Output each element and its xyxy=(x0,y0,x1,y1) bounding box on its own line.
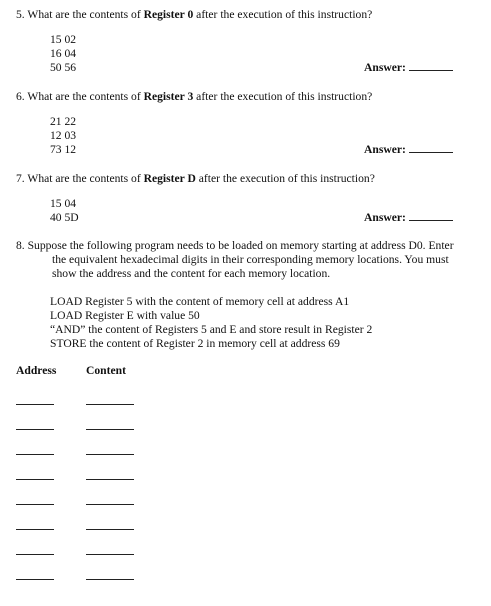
question-8-line3: show the address and the content for each memory location. xyxy=(52,267,331,280)
address-blank[interactable] xyxy=(16,529,54,530)
code-line: 15 04 xyxy=(50,197,77,210)
question-6 xyxy=(16,90,372,104)
program-line: “AND” the content of Registers 5 and E and store result in Register 2 xyxy=(50,323,373,336)
program-line: LOAD Register 5 with the content of memory cell at address A1 xyxy=(50,295,350,308)
question-7-suffix: after the execution of this instruction? xyxy=(195,172,375,185)
content-blank[interactable] xyxy=(86,404,134,405)
question-7-register: Register D xyxy=(143,172,196,185)
code-line: 16 04 xyxy=(50,47,77,60)
question-8-line2: the equivalent hexadecimal digits in their corresponding memory locations. You must xyxy=(52,253,449,266)
question-6-suffix: after the execution of this instruction? xyxy=(193,90,373,103)
question-7 xyxy=(16,172,375,186)
question-5-suffix: after the execution of this instruction? xyxy=(193,8,373,21)
question-6-prefix: 6. What are the contents of xyxy=(16,90,144,103)
question-7-prefix: 7. What are the contents of xyxy=(16,172,144,185)
content-header: Content xyxy=(86,364,126,377)
question-8-line1: 8. Suppose the following program needs to be loaded on memory starting at address D0. Enter xyxy=(16,239,454,252)
code-line: 15 02 xyxy=(50,33,77,46)
program-line: LOAD Register E with value 50 xyxy=(50,309,200,322)
code-line: 40 5D xyxy=(50,211,79,224)
address-blank[interactable] xyxy=(16,504,54,505)
answer-label: Answer: xyxy=(364,211,406,224)
answer-6 xyxy=(364,143,453,157)
content-blank[interactable] xyxy=(86,579,134,580)
address-blank[interactable] xyxy=(16,429,54,430)
address-blank[interactable] xyxy=(16,579,54,580)
answer-5 xyxy=(364,61,453,75)
question-5-prefix: 5. What are the contents of xyxy=(16,8,144,21)
answer-7-blank[interactable] xyxy=(409,212,453,221)
address-header: Address xyxy=(16,364,57,377)
question-6-register: Register 3 xyxy=(143,90,194,103)
content-blank[interactable] xyxy=(86,554,134,555)
code-line: 12 03 xyxy=(50,129,77,142)
content-blank[interactable] xyxy=(86,479,134,480)
answer-label: Answer: xyxy=(364,143,406,156)
address-blank[interactable] xyxy=(16,479,54,480)
content-blank[interactable] xyxy=(86,454,134,455)
answer-6-blank[interactable] xyxy=(409,144,453,153)
content-blank[interactable] xyxy=(86,429,134,430)
content-blank[interactable] xyxy=(86,504,134,505)
code-line: 21 22 xyxy=(50,115,77,128)
code-line: 50 56 xyxy=(50,61,77,74)
question-5 xyxy=(16,8,372,22)
address-blank[interactable] xyxy=(16,454,54,455)
address-blank[interactable] xyxy=(16,554,54,555)
answer-label: Answer: xyxy=(364,61,406,74)
code-line: 73 12 xyxy=(50,143,77,156)
content-blank[interactable] xyxy=(86,529,134,530)
answer-5-blank[interactable] xyxy=(409,62,453,71)
answer-7 xyxy=(364,211,453,225)
address-blank[interactable] xyxy=(16,404,54,405)
program-line: STORE the content of Register 2 in memory cell at address 69 xyxy=(50,337,340,350)
question-5-register: Register 0 xyxy=(143,8,194,21)
